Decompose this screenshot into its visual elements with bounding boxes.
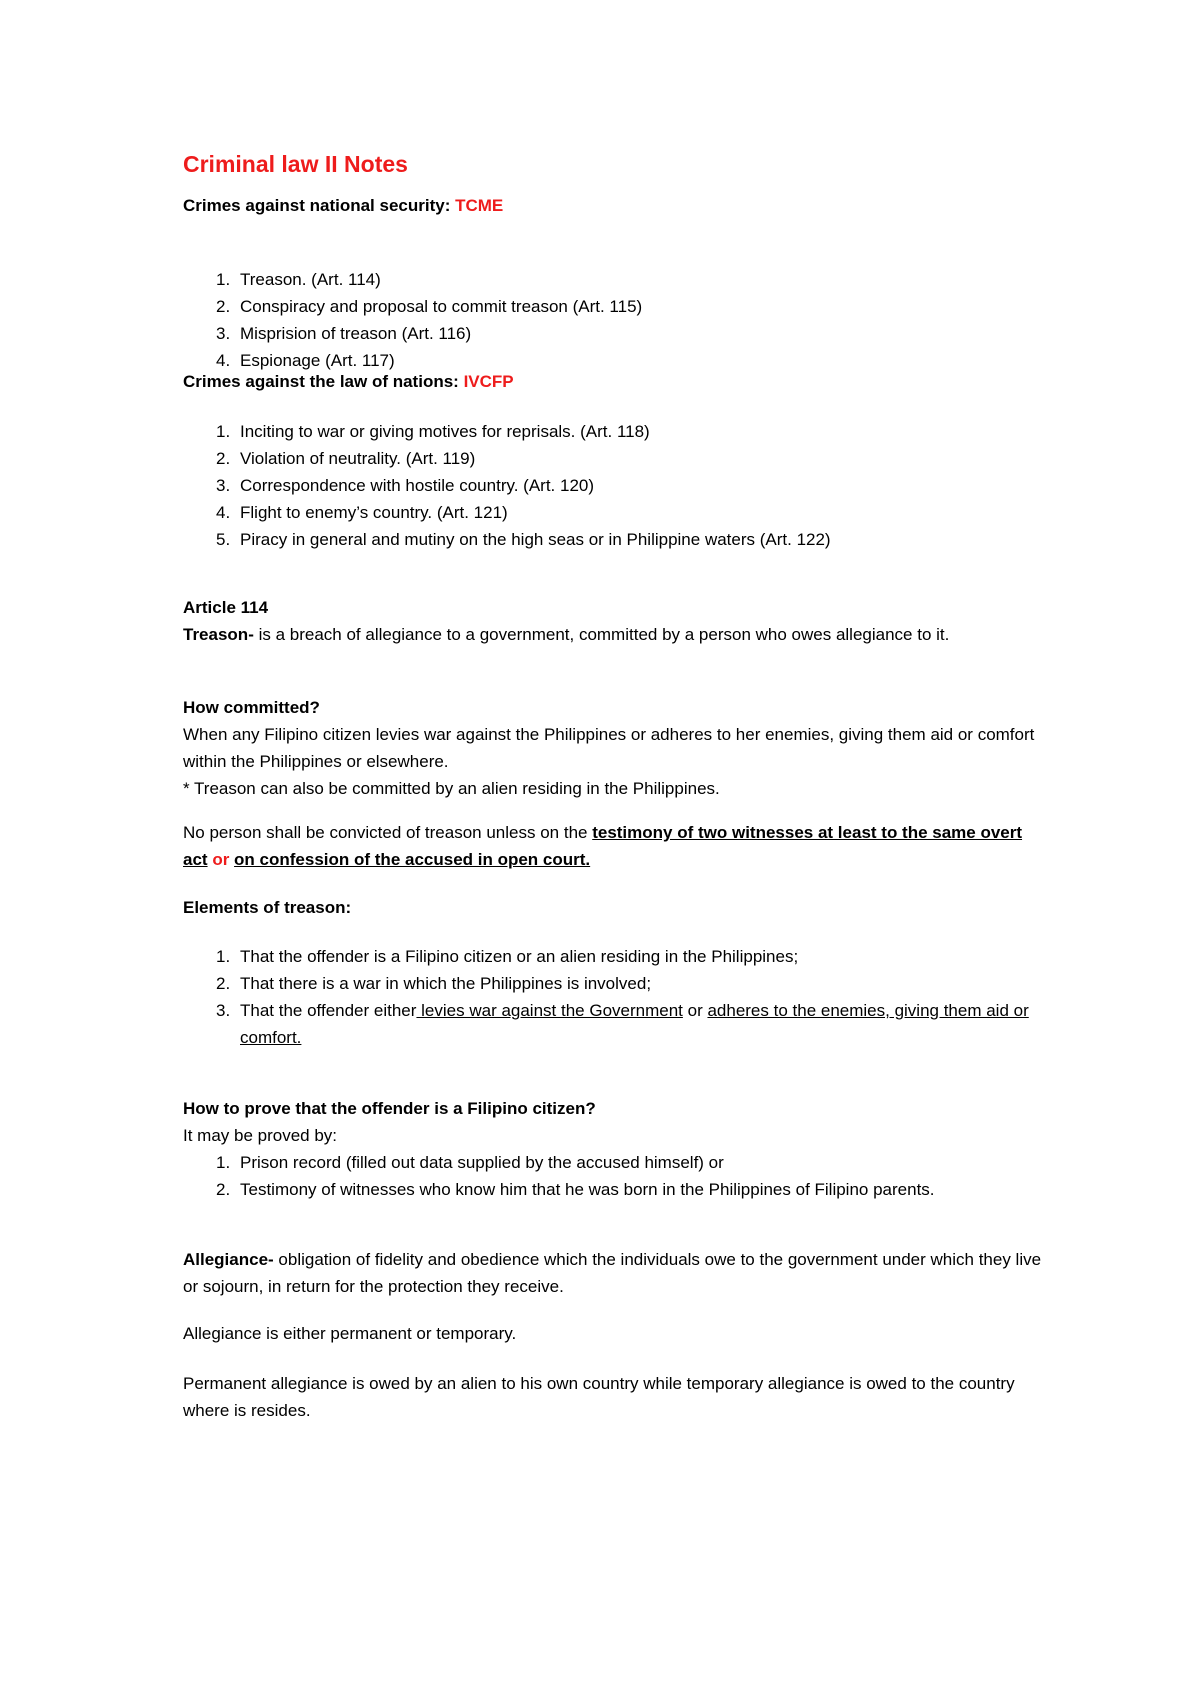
section-heading-text: Crimes against the law of nations: xyxy=(183,372,459,391)
list-item-text: Espionage (Art. 117) xyxy=(240,351,395,370)
list-item xyxy=(183,293,1043,320)
how-committed-text: When any Filipino citizen levies war against the Philippines or adheres to her enemies, giving them aid or comfort within the Philippines or elsewhere. xyxy=(183,725,1035,771)
list-item-text: Flight to enemy’s country. (Art. 121) xyxy=(240,503,508,522)
list-item xyxy=(183,499,1043,526)
definition-term: Treason- xyxy=(183,625,254,644)
conviction-prefix: No person shall be convicted of treason unless on the xyxy=(183,823,593,842)
list-item xyxy=(183,320,1043,347)
article-114 xyxy=(183,594,1043,648)
list-number: 4. xyxy=(216,503,231,522)
list-item-text: Violation of neutrality. (Art. 119) xyxy=(240,449,476,468)
list-number: 1. xyxy=(216,270,231,289)
list-item-text: Prison record (filled out data supplied by the accused himself) or xyxy=(240,1153,724,1172)
definition-text: is a breach of allegiance to a government, committed by a person who owes allegiance to it. xyxy=(253,625,950,644)
list-number: 4. xyxy=(216,351,231,370)
conviction-rule xyxy=(183,819,1043,873)
law-of-nations-list xyxy=(183,418,1043,553)
list-number: 2. xyxy=(216,974,231,993)
list-number: 3. xyxy=(216,1001,231,1020)
list-number: 1. xyxy=(216,947,231,966)
allegiance-types-text: Allegiance is either permanent or temporary. xyxy=(183,1324,517,1343)
definition-term: Allegiance- xyxy=(183,1250,274,1269)
how-committed-note: * Treason can also be committed by an alien residing in the Philippines. xyxy=(183,779,720,798)
national-security-list xyxy=(183,266,1043,374)
list-item xyxy=(183,970,1043,997)
allegiance-definition xyxy=(183,1246,1043,1300)
list-number: 1. xyxy=(216,422,231,441)
list-item-text: Conspiracy and proposal to commit treason (Art. 115) xyxy=(240,297,643,316)
list-number: 2. xyxy=(216,1180,231,1199)
section-law-of-nations xyxy=(183,368,1043,395)
list-item xyxy=(183,1149,1043,1176)
list-item xyxy=(183,472,1043,499)
article-heading: Article 114 xyxy=(183,598,269,617)
allegiance-explanation-text: Permanent allegiance is owed by an alien to his own country while temporary allegiance is owed to the country where is resides. xyxy=(183,1374,1015,1420)
list-number: 3. xyxy=(216,324,231,343)
list-item xyxy=(183,418,1043,445)
list-number: 3. xyxy=(216,476,231,495)
prove-intro: It may be proved by: xyxy=(183,1126,338,1145)
section-heading xyxy=(183,368,1043,395)
section-heading-text: Crimes against national security: xyxy=(183,196,451,215)
list-item-text: That there is a war in which the Philippines is involved; xyxy=(240,974,652,993)
list-item-text: That the offender is a Filipino citizen or an alien residing in the Philippines; xyxy=(240,947,799,966)
mnemonic: TCME xyxy=(455,196,504,215)
element-connector: or xyxy=(682,1001,708,1020)
list-item-text: Testimony of witnesses who know him that he was born in the Philippines of Filipino parents. xyxy=(240,1180,935,1199)
treason-definition xyxy=(183,621,1043,648)
list-item xyxy=(183,997,1043,1051)
allegiance-explanation xyxy=(183,1370,1043,1424)
element-underline-1: levies war against the Government xyxy=(416,1001,683,1020)
how-committed xyxy=(183,694,1043,802)
prove-heading: How to prove that the offender is a Filipino citizen? xyxy=(183,1099,596,1118)
elements-of-treason xyxy=(183,894,1043,921)
allegiance-paragraph xyxy=(183,1246,1043,1300)
conviction-emphasis-1: testimony of two witnesses at least to the same overt act xyxy=(183,823,1023,869)
conviction-emphasis-2: on confession of the accused in open court. xyxy=(234,850,591,869)
list-item xyxy=(183,943,1043,970)
conviction-paragraph xyxy=(183,819,1043,873)
list-item xyxy=(183,526,1043,553)
list-item-text: Correspondence with hostile country. (Art. 120) xyxy=(240,476,595,495)
list-item-text: Inciting to war or giving motives for reprisals. (Art. 118) xyxy=(240,422,650,441)
allegiance-types xyxy=(183,1320,1043,1347)
list-number: 2. xyxy=(216,449,231,468)
elements-list xyxy=(183,943,1043,1051)
list-item-text: Misprision of treason (Art. 116) xyxy=(240,324,472,343)
list-item xyxy=(183,1176,1043,1203)
section-national-security xyxy=(183,192,1043,219)
section-heading xyxy=(183,192,1043,219)
list-item-text: That the offender either xyxy=(240,1001,417,1020)
list-item xyxy=(183,266,1043,293)
elements-heading: Elements of treason: xyxy=(183,898,352,917)
document-title: Criminal law II Notes xyxy=(183,151,408,177)
list-item xyxy=(183,445,1043,472)
how-committed-heading: How committed? xyxy=(183,698,320,717)
list-number: 2. xyxy=(216,297,231,316)
definition-text: obligation of fidelity and obedience which the individuals owe to the government under which they live or sojourn, in return for the protection they receive. xyxy=(183,1250,1042,1296)
how-to-prove xyxy=(183,1095,1043,1203)
list-number: 5. xyxy=(216,530,231,549)
element-underline-2: adheres to the enemies, giving them aid or comfort. xyxy=(240,1001,1029,1047)
list-item-text: Piracy in general and mutiny on the high seas or in Philippine waters (Art. 122) xyxy=(240,530,831,549)
list-number: 1. xyxy=(216,1153,231,1172)
mnemonic: IVCFP xyxy=(463,372,514,391)
conviction-or: or xyxy=(212,850,230,869)
list-item-text: Treason. (Art. 114) xyxy=(240,270,381,289)
